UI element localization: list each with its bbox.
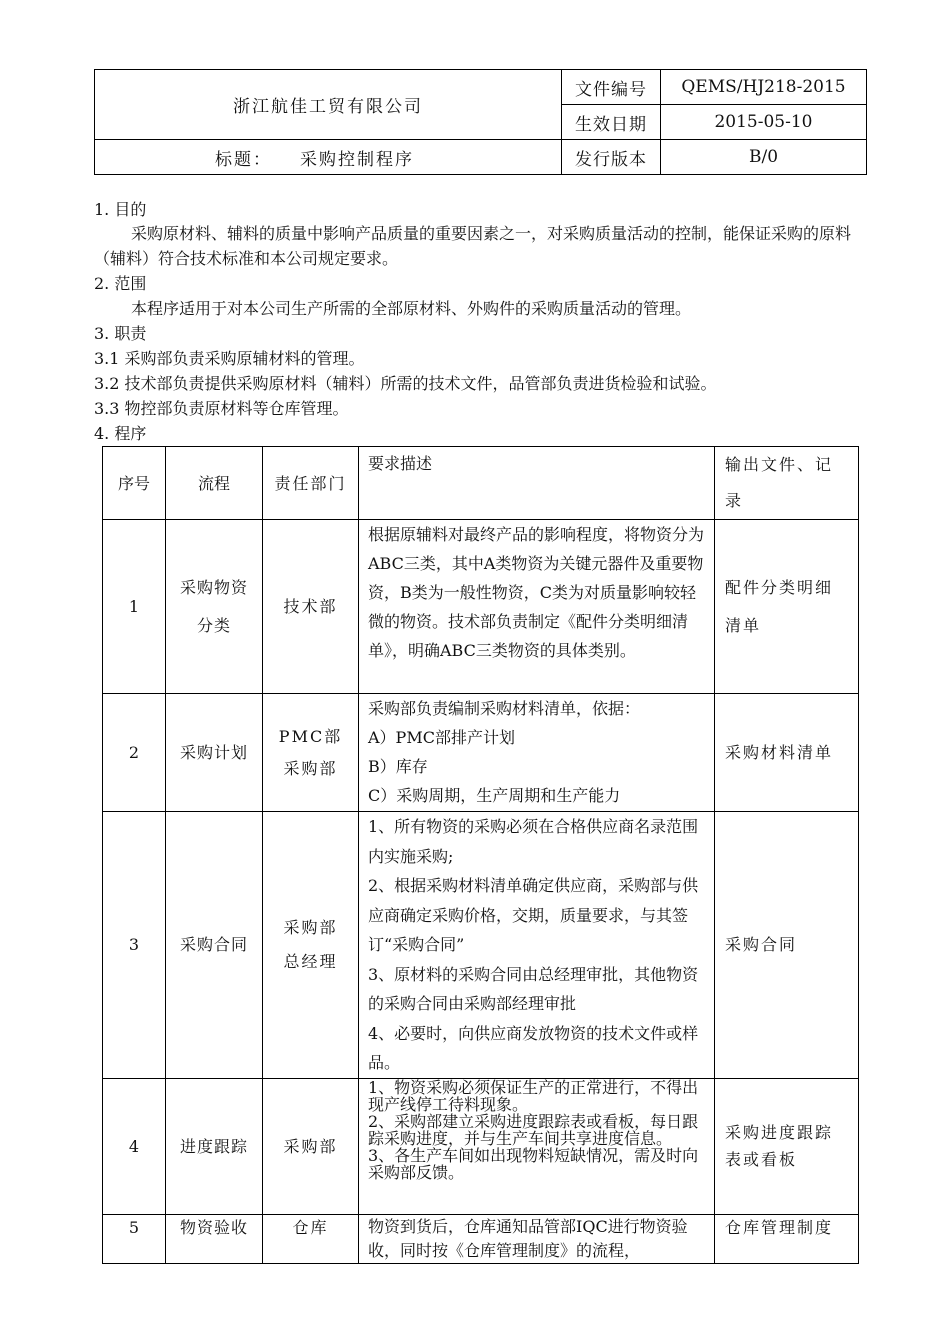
row-req <box>359 1078 715 1214</box>
row-req: 根据原辅料对最终产品的影响程度，将物资分为ABC三类，其中A类物资为关键元器件及重要物资，B类为一般性物资，C类为对质量影响较轻微的物资。技术部负责制定《配件分类明细清单》，明确ABC三类物资的具体类别。 <box>359 520 715 694</box>
row-dept-line: 采购部 <box>283 917 338 937</box>
row-output: 配件分类明细清单 <box>715 520 859 694</box>
table-row <box>103 812 859 1079</box>
table-row <box>103 1078 859 1214</box>
row-no: 3 <box>103 812 166 1079</box>
header-flow: 流程 <box>166 447 263 520</box>
row-flow: 物资验收 <box>166 1214 263 1263</box>
row-flow: 采购物资分类 <box>166 520 263 694</box>
table-header-row <box>103 447 859 520</box>
row-no: 2 <box>103 694 166 812</box>
row-dept: 仓库 <box>263 1214 359 1263</box>
section-1-text: 采购原材料、辅料的质量中影响产品质量的重要因素之一，对采购质量活动的控制，能保证采购的原料（辅料）符合技术标准和本公司规定要求。 <box>94 224 852 268</box>
row-req-line: 3、原材料的采购合同由总经理审批，其他物资的采购合同由采购部经理审批 <box>368 964 699 1013</box>
row-dept-line: 采购部 <box>283 758 338 778</box>
header-no: 序号 <box>103 447 166 520</box>
row-req-line: C）采购周期，生产周期和生产能力 <box>368 786 621 805</box>
row-req: 物资到货后，仓库通知品管部IQC进行物资验收，同时按《仓库管理制度》的流程， <box>359 1214 715 1263</box>
section-3-3: 3.3 物控部负责原材料等仓库管理。 <box>94 399 349 418</box>
effective-date-label: 生效日期 <box>562 105 661 140</box>
table-row <box>103 694 859 812</box>
row-dept <box>263 694 359 812</box>
row-output: 采购材料清单 <box>715 694 859 812</box>
title-text: 采购控制程序 <box>300 149 414 170</box>
section-1-title: 1. 目的 <box>94 200 147 219</box>
row-no: 5 <box>103 1214 166 1263</box>
procedure-table <box>102 446 859 1264</box>
row-dept: 采购部 <box>263 1078 359 1214</box>
row-output: 采购进度跟踪表或看板 <box>715 1078 859 1214</box>
row-req-line: A）PMC部排产计划 <box>368 728 515 747</box>
company-name: 浙江航佳工贸有限公司 <box>95 70 562 140</box>
row-output: 采购合同 <box>715 812 859 1079</box>
document-title <box>95 140 562 175</box>
row-req-line: 采购部负责编制采购材料清单，依据： <box>368 699 641 718</box>
row-dept: 技术部 <box>263 520 359 694</box>
row-req-line: 3、各生产车间如出现物料短缺情况，需及时向采购部反馈。 <box>368 1145 699 1182</box>
title-label: 标题： <box>215 149 272 170</box>
version-value: B/0 <box>661 140 867 175</box>
row-dept-line: PMC部 <box>278 726 343 746</box>
row-req-line: B）库存 <box>368 757 428 776</box>
header-req: 要求描述 <box>359 447 715 520</box>
section-2-title: 2. 范围 <box>94 274 147 293</box>
row-req-line: 2、根据采购材料清单确定供应商，采购部与供应商确定采购价格，交期，质量要求，与其签订“采购合同” <box>368 876 699 954</box>
row-req-line: 2、采购部建立采购进度跟踪表或看板，每日跟踪采购进度，并与生产车间共享进度信息。 <box>368 1111 699 1148</box>
row-req-line: 1、所有物资的采购必须在合格供应商名录范围内实施采购; <box>368 817 699 866</box>
section-3-title: 3. 职责 <box>94 324 147 343</box>
header-output: 输出文件、记录 <box>715 447 859 520</box>
table-row <box>103 1214 859 1263</box>
document-header-table <box>94 69 867 175</box>
table-row <box>103 520 859 694</box>
doc-no-value: QEMS/HJ218-2015 <box>661 70 867 105</box>
section-3-2: 3.2 技术部负责提供采购原材料（辅料）所需的技术文件，品管部负责进货检验和试验。 <box>94 374 717 393</box>
row-req-line: 4、必要时，向供应商发放物资的技术文件或样品。 <box>368 1023 699 1072</box>
row-dept-line: 总经理 <box>283 951 338 971</box>
effective-date-value: 2015-05-10 <box>661 105 867 140</box>
row-req <box>359 812 715 1079</box>
section-2-text: 本程序适用于对本公司生产所需的全部原材料、外购件的采购质量活动的管理。 <box>131 299 692 318</box>
section-3-1: 3.1 采购部负责采购原辅材料的管理。 <box>94 349 365 368</box>
row-flow: 采购计划 <box>166 694 263 812</box>
header-dept: 责任部门 <box>263 447 359 520</box>
row-dept <box>263 812 359 1079</box>
version-label: 发行版本 <box>562 140 661 175</box>
row-no: 1 <box>103 520 166 694</box>
row-no: 4 <box>103 1078 166 1214</box>
row-flow: 采购合同 <box>166 812 263 1079</box>
row-req-line: 1、物资采购必须保证生产的正常进行，不得出现产线停工待料现象。 <box>368 1077 699 1114</box>
section-4-title: 4. 程序 <box>94 424 147 443</box>
row-req <box>359 694 715 812</box>
row-output: 仓库管理制度 <box>715 1214 859 1263</box>
row-flow: 进度跟踪 <box>166 1078 263 1214</box>
doc-no-label: 文件编号 <box>562 70 661 105</box>
